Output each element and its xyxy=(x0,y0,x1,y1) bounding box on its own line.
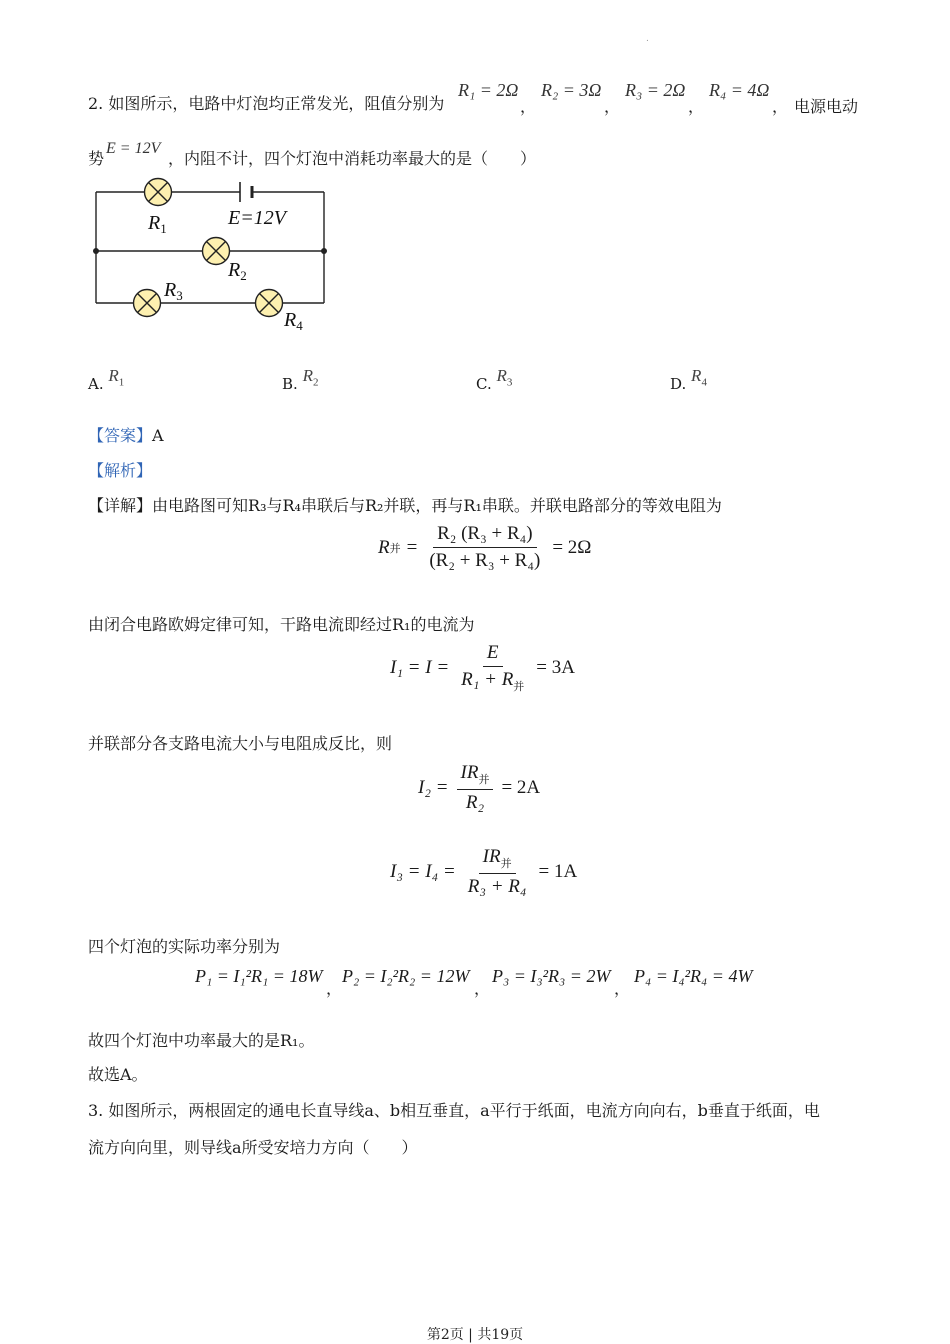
eq4-numerator: $IR_并$ xyxy=(479,846,516,874)
circuit-diagram xyxy=(80,172,350,342)
eq4-denominator: R₃ + R₄ xyxy=(467,875,527,897)
option-b[interactable] xyxy=(282,366,319,393)
eq3-denominator: R₂ xyxy=(465,791,485,813)
conclusion-line-2: 故选A。 xyxy=(88,1065,148,1084)
option-letter: B. xyxy=(282,375,298,393)
bulb-r4-icon xyxy=(256,290,283,317)
header-mark: . xyxy=(646,34,649,44)
label-r4: $R_4$ xyxy=(284,309,303,333)
junction-dot xyxy=(93,248,99,254)
label-emf: E=12V xyxy=(228,207,286,229)
comma: ， xyxy=(474,979,491,998)
question-2-suffix: 电源电动 xyxy=(794,97,859,116)
detail-line xyxy=(88,493,722,516)
detail-label: 【详解】 xyxy=(88,496,153,515)
junction-dot xyxy=(321,248,327,254)
power-p1: P₁ = I₁²R₁ = 18W xyxy=(195,966,323,986)
option-d[interactable] xyxy=(670,366,707,393)
conclusion-line-1: 故四个灯泡中功率最大的是R₁。 xyxy=(88,1031,315,1050)
page-footer: 第2页 | 共19页 xyxy=(426,1327,524,1343)
option-symbol: $R_3$ xyxy=(496,366,513,389)
option-c[interactable] xyxy=(476,366,513,393)
option-symbol: $R_4$ xyxy=(691,366,707,389)
option-symbol: $R_1$ xyxy=(108,366,125,389)
comma: ， xyxy=(520,97,537,116)
power-p4: P₄ = I₄²R₄ = 4W xyxy=(634,966,753,986)
eq3-numerator: $IR_并$ xyxy=(457,762,494,790)
r1-value: R₁ = 2Ω xyxy=(458,80,519,100)
option-a[interactable] xyxy=(88,366,125,393)
text-powers-intro: 四个灯泡的实际功率分别为 xyxy=(88,937,281,956)
detail-text: 由电路图可知R₃与R₄串联后与R₂并联，再与R₁串联。并联电路部分的等效电阻为 xyxy=(152,496,722,515)
comma: ， xyxy=(614,979,631,998)
r3-value: R₃ = 2Ω xyxy=(625,80,686,100)
r4-value: R₄ = 4Ω xyxy=(709,80,770,100)
comma: ， xyxy=(604,97,621,116)
question-2-line-2-suffix: ，内阻不计，四个灯泡中消耗功率最大的是（ ） xyxy=(168,149,537,168)
equation-equivalent-resistance: R 并 = $\frac{\text{R₂ (R₃ + R₄)}}{\text{(R₂ + R₃ + R₄)}}$ = 2Ω xyxy=(378,523,592,571)
power-p2: P₂ = I₂²R₂ = 12W xyxy=(342,966,470,986)
bulb-r2-icon xyxy=(203,238,230,265)
eq2-numerator: E xyxy=(483,642,503,667)
option-letter: D. xyxy=(670,375,687,393)
text-ohm-law: 由闭合电路欧姆定律可知，干路电流即经过R₁的电流为 xyxy=(88,615,475,634)
answer-line xyxy=(88,423,164,446)
power-p3: P₃ = I₃²R₃ = 2W xyxy=(492,966,611,986)
comma: ， xyxy=(772,97,789,116)
question-3-line-2: 流方向向里，则导线a所受安培力方向（ ） xyxy=(88,1138,418,1157)
option-letter: A. xyxy=(88,375,104,393)
question-2-line-2-prefix: 势 xyxy=(88,149,105,168)
eq1-denominator: (R₂ + R₃ + R₄) xyxy=(429,550,541,571)
answer-label: 【答案】 xyxy=(88,426,153,445)
eq2-denominator: $R_1 + R_并$ xyxy=(461,669,525,693)
comma: ， xyxy=(326,979,343,998)
answer-value: A xyxy=(152,426,164,445)
r2-value: R₂ = 3Ω xyxy=(541,80,602,100)
analysis-label: 【解析】 xyxy=(88,461,153,480)
eq1-numerator: R₂ (R₃ + R₄) xyxy=(433,523,537,548)
emf-value: E = 12V xyxy=(106,140,161,157)
question-3-line-1: 3. 如图所示，两根固定的通电长直导线a、b相互垂直，a平行于纸面，电流方向向右，b垂直于纸面，电 xyxy=(88,1101,820,1120)
comma: ， xyxy=(688,97,705,116)
equation-i3-i4: I₃ = I₄ = $\frac{IR_并}{\text{R₃ + R₄}}$ = 1A xyxy=(390,846,578,897)
bulb-r1-icon xyxy=(145,179,172,206)
question-2-line-1 xyxy=(88,94,444,113)
label-r1: $R_1$ xyxy=(148,212,167,236)
text-inverse-proportion: 并联部分各支路电流大小与电阻成反比，则 xyxy=(88,734,393,753)
label-r2: $R_2$ xyxy=(228,259,247,283)
option-symbol: $R_2$ xyxy=(302,366,319,389)
battery-icon xyxy=(240,182,252,202)
label-r3: $R_3$ xyxy=(164,279,183,303)
equation-main-current: I₁ = I = $\frac{E}{R_1 + R_并}$ = 3A xyxy=(390,642,575,693)
equation-i2: I₂ = $\frac{IR_并}{\text{R₂}}$ = 2A xyxy=(418,762,541,813)
bulb-r3-icon xyxy=(134,290,161,317)
option-letter: C. xyxy=(476,375,492,393)
question-2-prefix: 2. 如图所示，电路中灯泡均正常发光，阻值分别为 xyxy=(88,94,445,113)
